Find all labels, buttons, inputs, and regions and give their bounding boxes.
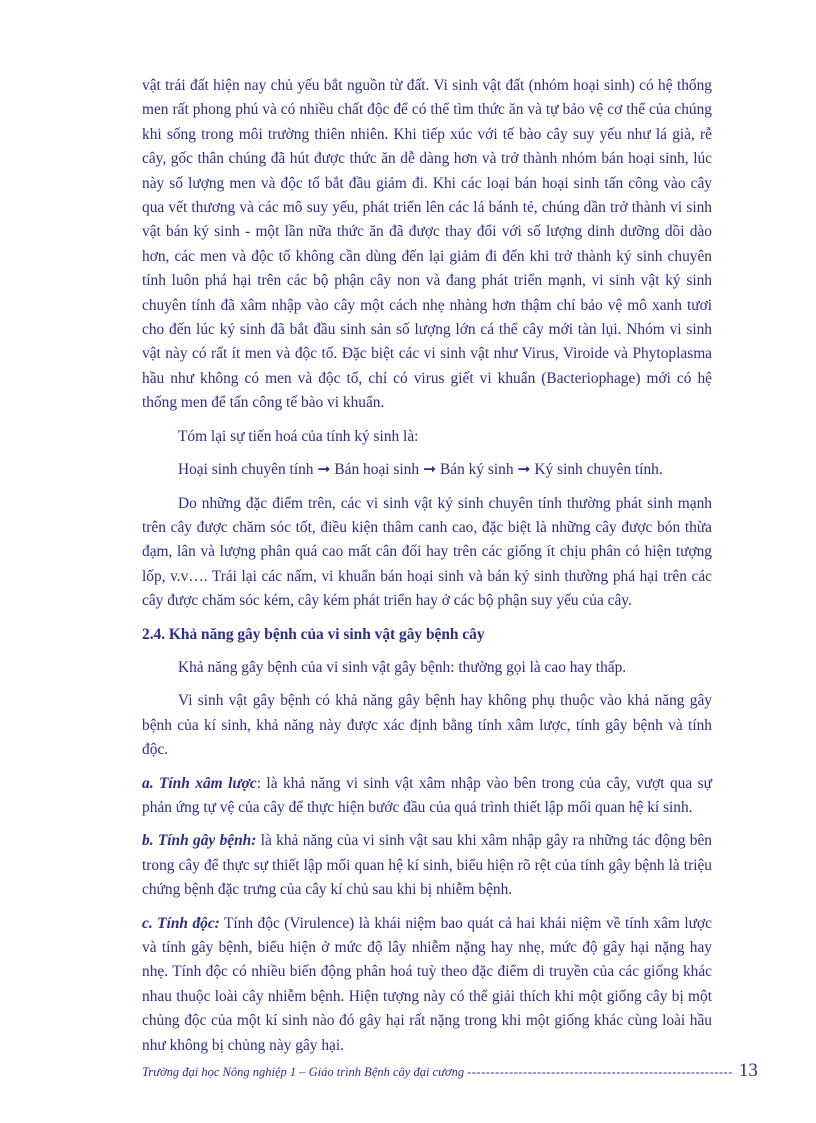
definition-text: Tính độc (Virulence) là khái niệm bao quát cả hai khái niệm về tính xâm lược và tính gây bệnh, biểu hiện ở mức độ lây nhiễm nặng hay nhẹ, mức độ gây hại nặng hay nhẹ. Tính độc có nhiều biến động phân hoá tuỳ theo đặc điểm di truyền của các giống khác nhau thuộc loài cây nhiễm bệnh. Hiện tượng này có thể giải thích khi một giống cây bị một chủng độc của một kí sinh nào đó gây hại rất nặng trong khi một giống khác cùng loài hầu như không bị chủng này gây hại. — [142, 914, 712, 1054]
paragraph-soil-microbes: vật trái đất hiện nay chủ yếu bắt nguồn từ đất. Vi sinh vật đất (nhóm hoại sinh) có hệ thống men rất phong phú và có nhiều chất độc để có thể tìm thức ăn và tự bảo vệ cơ thể của chúng khi sống trong môi trường thiên nhiên. Khi tiếp xúc với tế bào cây suy yếu như lá già, rễ cây, gốc thân chúng đã hút được thức ăn dễ dàng hơn và trở thành nhóm bán hoại sinh, lúc này số lượng men và độc tố bắt đầu giảm đi. Khi các loại bán hoại sinh tấn công vào cây qua vết thương và các mô suy yếu, phát triển lên các lá bánh tẻ, chúng dần trở thành vi sinh vật bán ký sinh - một lần nữa thức ăn đã được thay đổi với số lượng dinh dưỡng dồi dào hơn, các men và độc tố không cần dùng đến lại giảm đi đến khi trở thành ký sinh chuyên tính luôn phá hại trên các bộ phận cây non và đang phát triển mạnh, vi sinh vật ký sinh chuyên tính đã xâm nhập vào cây một cách nhẹ nhàng hơn thậm chí bảo vệ mô xanh tươi cho đến lúc ký sinh đã bắt đầu sinh sản số lượng lớn cá thể cây mới tàn lụi. Nhóm vi sinh vật này có rất ít men và độc tố. Đặc biệt các vi sinh vật như Virus, Viroide và Phytoplasma hầu như không có men và độc tố, chỉ có virus giết vi khuẩn (Bacteriophage) mới có hệ thống men để tấn công tế bào vi khuẩn. — [142, 77, 712, 412]
definition-text: là khả năng của vi sinh vật sau khi xâm nhập gây ra những tác động bên trong cây để thực sự thiết lập mối quan hệ kí sinh, biểu hiện rõ rệt của tính gây bệnh là triệu chứng bệnh đặc trưng của cây kí chủ sau khi bị nhiễm bệnh. — [142, 832, 712, 899]
footer-rule: --------------------------------------------------------- — [467, 1065, 733, 1079]
arrow-right-icon: ➞ — [317, 461, 331, 479]
paragraph-conditions: Do những đặc điểm trên, các vi sinh vật ký sinh chuyên tính thường phát sinh mạnh trên cây được chăm sóc tốt, điều kiện thâm canh cao, đặc biệt là những cây được bón thừa đạm, lân và lượng phân quá cao mất cân đối hay trên các giống ít chịu phân có hiện tượng lốp, v.v…. Trái lại các nấm, vi khuẩn bán hoại sinh và bán ký sinh thường phá hại trên các cây được chăm sóc kém, cây kém phát triển hay ở các bộ phận suy yếu của cây. — [142, 494, 712, 610]
page-footer — [142, 1060, 758, 1082]
definition-virulence — [142, 912, 712, 1058]
document-page — [142, 74, 712, 1058]
paragraph-pathogenicity-intro: Khả năng gây bệnh của vi sinh vật gây bệnh: thường gọi là cao hay thấp. — [178, 658, 627, 676]
footer-title: Trường đại học Nông nghiệp 1 – Giáo trình Bệnh cây đại cương — [142, 1065, 465, 1079]
arrow-right-icon: ➞ — [423, 461, 436, 479]
page-number: 13 — [738, 1060, 758, 1081]
paragraph-summary-intro: Tóm lại sự tiến hoá của tính ký sinh là: — [178, 427, 419, 445]
term-pathogenicity: b. Tính gây bệnh: — [142, 832, 257, 850]
arrow-right-icon: ➞ — [517, 461, 531, 479]
evolution-step: Ký sinh chuyên tính. — [534, 461, 663, 479]
evolution-step: Bán ký sinh — [439, 461, 514, 479]
term-virulence: c. Tính độc: — [142, 914, 220, 932]
section-heading: 2.4. Khả năng gây bệnh của vi sinh vật gây bệnh cây — [142, 625, 485, 643]
definition-pathogenicity — [142, 829, 712, 902]
definition-invasiveness — [142, 772, 712, 821]
definition-text: : là khả năng vi sinh vật xâm nhập vào bên trong của cây, vượt qua sự phản ứng tự vệ của cây để thực hiện bước đầu của quá trình thiết lập mối quan hệ kí sinh. — [142, 774, 712, 816]
evolution-step: Bán hoại sinh — [334, 461, 420, 479]
paragraph-pathogenicity-factors: Vi sinh vật gây bệnh có khả năng gây bệnh hay không phụ thuộc vào khả năng gây bệnh của kí sinh, khả năng này được xác định bằng tính xâm lược, tính gây bệnh và tính độc. — [142, 692, 712, 759]
term-invasiveness: a. Tính xâm lược — [142, 774, 257, 792]
evolution-step: Hoại sinh chuyên tính — [178, 461, 314, 479]
evolution-chain — [142, 458, 712, 482]
